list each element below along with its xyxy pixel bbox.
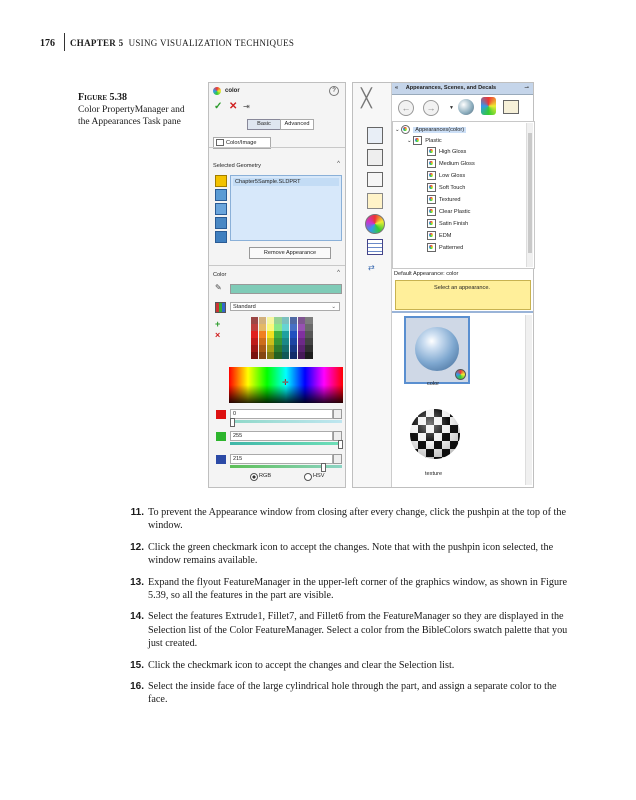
color-swatch[interactable] — [251, 317, 258, 324]
step-number: 16. — [130, 681, 144, 693]
task-pane-title-bar — [392, 83, 533, 95]
color-swatch[interactable] — [274, 352, 281, 359]
forward-arrow-icon[interactable]: → — [423, 100, 439, 116]
task-pane-title: Appearances, Scenes, and Decals — [405, 85, 497, 91]
color-spectrum[interactable] — [229, 367, 343, 403]
ok-checkmark-icon[interactable]: ✓ — [214, 101, 223, 112]
appearance-item-icon — [427, 243, 436, 252]
color-swatch[interactable] — [267, 331, 274, 338]
color-swatch[interactable] — [282, 324, 289, 331]
color-swatch[interactable] — [267, 345, 274, 352]
tree-appearance-label: EDM — [439, 232, 452, 239]
step-text: Select the features Extrude1, Fillet7, and Fillet6 from the FeatureManager so they are displayed in the Selection list of the Color FeatureManager. Select a color from the BibleColors swatch palette that you just created. — [148, 611, 568, 650]
tree-root-item[interactable] — [395, 125, 466, 134]
image-icon — [216, 139, 224, 146]
texture-thumbnail-label: texture — [425, 471, 443, 477]
palette-select[interactable] — [230, 302, 340, 311]
tree-appearance-item[interactable] — [427, 183, 465, 192]
part-filter-icon[interactable] — [215, 175, 227, 187]
color-swatch[interactable] — [290, 338, 297, 345]
color-swatch[interactable] — [259, 317, 266, 324]
color-swatch[interactable] — [274, 338, 281, 345]
color-swatch[interactable] — [305, 345, 312, 352]
feature-filter-icon[interactable] — [215, 203, 227, 215]
red-slider-thumb[interactable] — [230, 418, 235, 427]
color-swatch[interactable] — [305, 324, 312, 331]
color-swatch[interactable] — [290, 345, 297, 352]
color-swatch[interactable] — [259, 324, 266, 331]
appearance-badge-icon — [455, 369, 466, 380]
texture-thumbnail[interactable] — [404, 403, 466, 467]
eyedropper-icon[interactable]: ✎ — [215, 283, 222, 292]
remove-appearance-button[interactable]: Remove Appearance — [249, 247, 331, 259]
cancel-x-icon[interactable]: ✕ — [229, 101, 238, 112]
tree-appearance-label: Textured — [439, 196, 461, 203]
chevron-down-icon: ⌄ — [331, 304, 336, 310]
spectrum-crosshair-icon[interactable]: ✛ — [282, 378, 289, 387]
collapse-chevron-icon[interactable]: ^ — [337, 270, 340, 276]
splitter[interactable] — [392, 311, 533, 313]
tree-appearance-label: High Gloss — [439, 148, 467, 155]
appearance-item-icon — [427, 219, 436, 228]
step-item — [118, 680, 578, 707]
face-filter-icon[interactable] — [215, 217, 227, 229]
palette-select-value: Standard — [233, 304, 256, 310]
color-swatch[interactable] — [267, 352, 274, 359]
clear-filter-icon[interactable] — [215, 231, 227, 243]
green-slider[interactable] — [230, 442, 342, 445]
appearance-item-icon — [427, 159, 436, 168]
color-swatch[interactable] — [267, 317, 274, 324]
tree-appearance-label: Low Gloss — [439, 172, 466, 179]
color-thumbnail-label: color — [427, 381, 440, 387]
color-swatch[interactable] — [267, 338, 274, 345]
file-explorer-tab-icon[interactable] — [367, 172, 383, 187]
color-swatch[interactable] — [259, 331, 266, 338]
color-swatch[interactable] — [251, 345, 258, 352]
tree-appearance-label: Medium Gloss — [439, 160, 475, 167]
color-property-manager — [208, 82, 346, 488]
color-swatch[interactable] — [305, 352, 312, 359]
red-value-field[interactable]: 0 — [230, 409, 333, 419]
color-swatch[interactable] — [274, 324, 281, 331]
step-number: 15. — [130, 659, 144, 671]
pushpin-icon[interactable]: ⇥ — [243, 102, 250, 111]
step-item — [118, 610, 578, 650]
color-swatch[interactable] — [298, 338, 305, 345]
color-swatch[interactable] — [251, 338, 258, 345]
color-swatch[interactable] — [305, 338, 312, 345]
color-swatch[interactable] — [259, 338, 266, 345]
appearance-item-icon — [427, 183, 436, 192]
header-divider — [64, 33, 65, 51]
custom-properties-tab-icon[interactable] — [367, 239, 383, 255]
red-slider[interactable] — [230, 420, 342, 423]
color-swatch[interactable] — [282, 352, 289, 359]
figure-caption-text: Color PropertyManager and the Appearances Task pane — [78, 105, 185, 127]
forum-tab-icon[interactable]: ⇄ — [368, 263, 375, 272]
color-swatch[interactable] — [259, 352, 266, 359]
expand-chevron-icon[interactable]: ⌄ — [395, 126, 400, 133]
appearance-hint-box — [395, 280, 531, 310]
collapse-arrows-icon[interactable]: « — [395, 85, 399, 91]
step-number: 13. — [130, 576, 144, 588]
tree-scrollbar-thumb[interactable] — [528, 133, 532, 253]
tree-appearance-label: Soft Touch — [439, 184, 466, 191]
divider — [209, 265, 345, 266]
selected-geometry-label: Selected Geometry — [213, 163, 261, 169]
figure-number: Figure 5.38 — [78, 92, 128, 103]
color-swatch[interactable] — [267, 324, 274, 331]
design-library-tab-icon[interactable] — [367, 149, 383, 166]
color-swatch[interactable] — [298, 352, 305, 359]
palette-icon — [215, 302, 226, 313]
home-tab-icon[interactable] — [367, 127, 383, 144]
color-swatch[interactable] — [290, 324, 297, 331]
add-appearance-icon[interactable] — [481, 97, 496, 115]
color-swatch[interactable] — [274, 345, 281, 352]
step-item — [118, 659, 578, 672]
color-swatch[interactable] — [305, 317, 312, 324]
body-filter-icon[interactable] — [215, 189, 227, 201]
tree-appearance-item[interactable] — [427, 171, 465, 180]
tree-appearance-label: Patterned — [439, 244, 464, 251]
color-swatch[interactable] — [298, 324, 305, 331]
rgb-radio-label: RGB — [259, 473, 272, 479]
view-palette-tab-icon[interactable] — [367, 193, 383, 209]
red-spinner[interactable] — [333, 409, 342, 419]
tab-basic[interactable]: Basic — [247, 119, 281, 130]
blue-swatch — [216, 455, 226, 464]
red-swatch — [216, 410, 226, 419]
step-text: Click the green checkmark icon to accept the changes. Note that with the pushpin icon selected, the window remains available. — [148, 541, 554, 567]
tab-advanced[interactable]: Advanced — [280, 119, 314, 130]
texture-sphere — [410, 409, 460, 459]
green-value-field[interactable]: 255 — [230, 431, 333, 441]
chapter-title: USING VISUALIZATION TECHNIQUES — [128, 38, 295, 48]
thumbnail-scrollbar[interactable] — [525, 315, 532, 485]
appearances-task-pane — [352, 82, 534, 488]
color-swatch[interactable] — [251, 352, 258, 359]
folder-icon — [413, 136, 422, 145]
step-text: Select the inside face of the large cylindrical hole through the part, and assign a separate color to the face. — [148, 681, 557, 706]
pm-title: color — [225, 88, 240, 94]
color-swatch[interactable] — [290, 352, 297, 359]
pushpin-icon[interactable]: ⊸ — [524, 85, 529, 91]
appearance-item-icon — [427, 147, 436, 156]
color-sphere — [415, 327, 459, 371]
collapse-chevron-icon[interactable]: ^ — [337, 161, 340, 167]
running-header — [70, 38, 294, 48]
remove-swatch-icon[interactable]: × — [215, 330, 221, 340]
tree-appearance-item[interactable] — [427, 207, 470, 216]
tree-appearance-label: Clear Plastic — [439, 208, 471, 215]
color-swatch[interactable] — [251, 331, 258, 338]
blue-spinner[interactable] — [333, 454, 342, 464]
chapter-label: CHAPTER 5 — [70, 38, 124, 48]
step-item — [118, 541, 578, 568]
color-swatch[interactable] — [298, 317, 305, 324]
step-number: 11. — [130, 507, 144, 518]
appearance-tree — [392, 121, 535, 269]
color-swatch[interactable] — [282, 338, 289, 345]
steps-list — [118, 506, 578, 715]
swatch-grid[interactable] — [251, 317, 313, 359]
green-slider-thumb[interactable] — [338, 440, 343, 449]
expand-chevron-icon[interactable]: ⌄ — [407, 137, 412, 144]
color-swatch[interactable] — [274, 331, 281, 338]
step-text: Click the checkmark icon to accept the changes and clear the Selection list. — [148, 659, 455, 671]
tree-root-label: Appearances(color) — [415, 126, 465, 133]
tree-scrollbar[interactable] — [526, 123, 533, 267]
appearance-item-icon — [427, 207, 436, 216]
tree-appearance-item[interactable] — [427, 243, 463, 252]
color-swatch[interactable] — [290, 317, 297, 324]
color-section-label: Color — [213, 272, 227, 278]
color-swatch[interactable] — [305, 331, 312, 338]
step-number: 12. — [130, 541, 144, 553]
back-arrow-icon[interactable]: ← — [398, 100, 414, 116]
appearance-item-icon — [427, 195, 436, 204]
selection-list-item[interactable]: Chapter5Sample.SLDPRT — [233, 178, 339, 186]
step-number: 14. — [130, 611, 144, 623]
tree-appearance-label: Satin Finish — [439, 220, 469, 227]
color-thumbnail[interactable] — [404, 316, 470, 384]
blue-value-field[interactable]: 215 — [230, 454, 333, 464]
tree-group-label: Plastic — [425, 137, 442, 144]
default-appearance-label: Default Appearance: color — [394, 271, 459, 277]
color-swatch[interactable] — [282, 331, 289, 338]
step-text: To prevent the Appearance window from closing after every change, click the pushpin at the top of the window. — [148, 507, 566, 532]
history-dropdown-icon[interactable]: ▼ — [449, 105, 454, 111]
page-number: 176 — [40, 38, 55, 49]
add-swatch-icon[interactable]: + — [215, 319, 221, 329]
rgb-radio[interactable] — [250, 473, 258, 481]
tree-appearance-item[interactable] — [427, 159, 475, 168]
selection-list[interactable] — [230, 175, 342, 241]
color-swatch[interactable] — [282, 317, 289, 324]
color-swatch[interactable] — [251, 324, 258, 331]
tree-appearance-item[interactable] — [427, 147, 466, 156]
appearance-icon — [213, 87, 221, 95]
tree-appearance-item[interactable] — [427, 195, 460, 204]
step-item — [118, 576, 578, 603]
divider — [209, 147, 345, 148]
current-color-bar — [230, 284, 342, 294]
appearance-icon — [401, 125, 410, 134]
appearances-tab-icon[interactable] — [365, 214, 385, 234]
tree-appearance-item[interactable] — [427, 231, 451, 240]
color-swatch[interactable] — [274, 317, 281, 324]
color-swatch[interactable] — [282, 345, 289, 352]
close-icon[interactable]: ╳ — [361, 88, 372, 108]
step-item — [118, 506, 578, 533]
color-swatch[interactable] — [259, 345, 266, 352]
tree-appearance-item[interactable] — [427, 219, 468, 228]
select-appearance-prompt: Select an appearance. — [434, 285, 490, 291]
tree-group-item[interactable] — [407, 136, 442, 145]
sphere-preview-icon[interactable] — [458, 99, 474, 115]
folder-icon[interactable] — [503, 100, 519, 114]
blue-slider[interactable] — [230, 465, 342, 468]
color-swatch[interactable] — [298, 345, 305, 352]
appearance-item-icon — [427, 171, 436, 180]
appearance-item-icon — [427, 231, 436, 240]
color-swatch[interactable] — [298, 331, 305, 338]
hsv-radio-label: HSV — [313, 473, 325, 479]
green-swatch — [216, 432, 226, 441]
help-icon[interactable]: ? — [329, 86, 339, 96]
hsv-radio[interactable] — [304, 473, 312, 481]
color-swatch[interactable] — [290, 331, 297, 338]
blue-slider-thumb[interactable] — [321, 463, 326, 472]
tab-color-image-label: Color/Image — [226, 140, 257, 146]
step-text: Expand the flyout FeatureManager in the upper-left corner of the graphics window, as shown in Figure 5.39, so all the features in the part are visible. — [148, 576, 567, 602]
figure-caption — [78, 92, 198, 128]
